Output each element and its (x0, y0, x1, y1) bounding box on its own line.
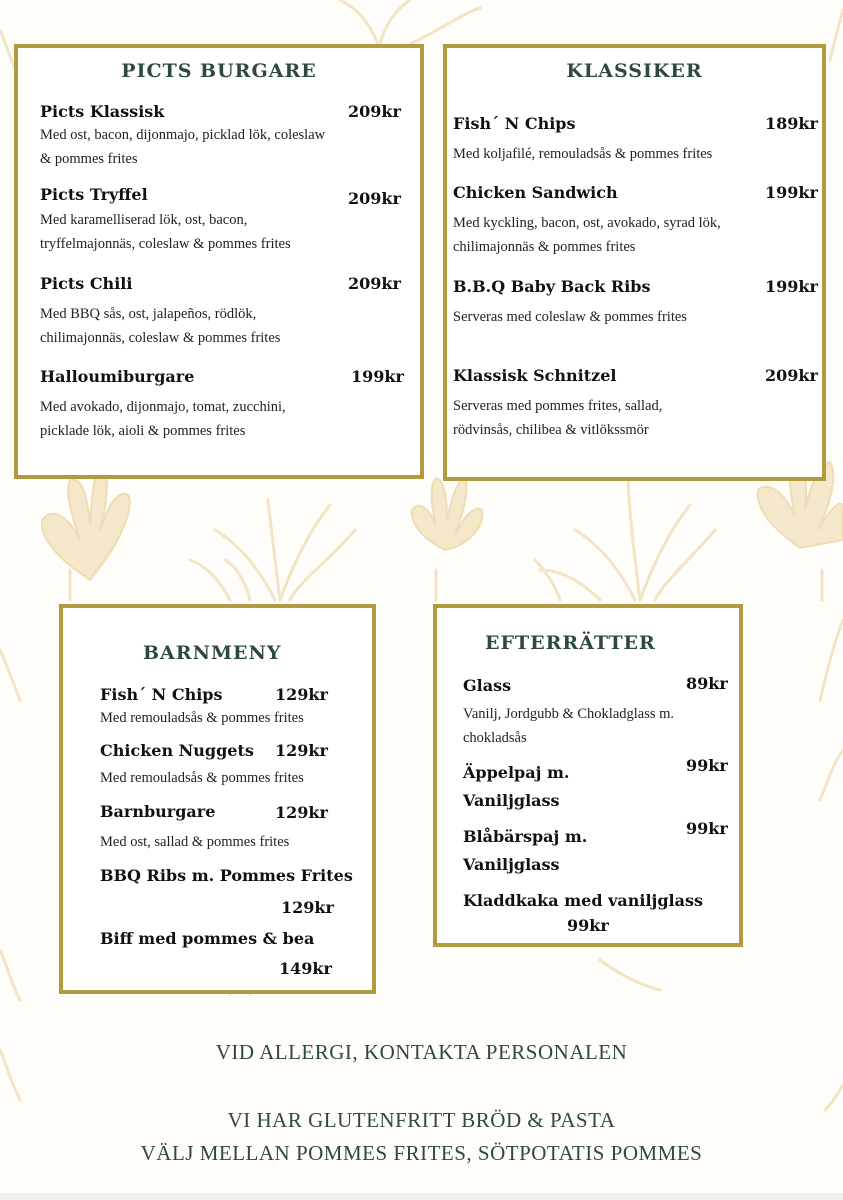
desc-line: Med ost, sallad & pommes frites (100, 834, 290, 850)
section-title: PICTS BURGARE (121, 60, 317, 82)
item-desc (40, 302, 420, 350)
item-desc (100, 766, 375, 790)
desc-line: Serveras med pommes frites, sallad, (453, 398, 663, 414)
item-desc (100, 830, 375, 854)
item-price: 209kr (765, 366, 818, 385)
item-price: 129kr (275, 803, 328, 822)
item-name (463, 823, 587, 879)
section-title: KLASSIKER (566, 60, 703, 82)
desc-line: Serveras med coleslaw & pommes frites (453, 309, 687, 325)
section-efterratter (433, 604, 743, 947)
desc-line: Med remouladsås & pommes frites (100, 710, 304, 726)
item-price: 209kr (348, 189, 401, 208)
desc-line: Med koljafilé, remouladsås & pommes frites (453, 146, 713, 162)
item-price: 209kr (348, 274, 401, 293)
item-name: Chicken Sandwich (453, 183, 618, 202)
item-name: Chicken Nuggets (100, 741, 254, 760)
item-name: B.B.Q Baby Back Ribs (453, 277, 651, 296)
item-desc (453, 394, 823, 442)
desc-line: picklade lök, aioli & pommes frites (40, 423, 246, 439)
item-desc (40, 123, 420, 171)
item-name: Glass (463, 676, 512, 695)
item-price: 129kr (275, 685, 328, 704)
section-title: EFTERRÄTTER (485, 632, 656, 654)
item-name: Barnburgare (100, 802, 216, 821)
name-line: Blåbärspaj m. (463, 827, 588, 846)
page-bottom-edge (0, 1193, 843, 1200)
item-name: Picts Klassisk (40, 102, 165, 121)
item-price: 129kr (281, 898, 334, 917)
desc-line: Med avokado, dijonmajo, tomat, zucchini, (40, 399, 286, 415)
item-price: 99kr (686, 819, 728, 838)
item-name: Picts Chili (40, 274, 133, 293)
section-title: BARNMENY (143, 642, 282, 664)
item-desc (100, 706, 375, 730)
desc-line: chokladsås (463, 730, 527, 746)
desc-line: Med kyckling, bacon, ost, avokado, syrad lök, (453, 215, 721, 231)
desc-line: Med remouladsås & pommes frites (100, 770, 304, 786)
item-price: 89kr (686, 674, 728, 693)
item-price: 129kr (275, 741, 328, 760)
item-price: 189kr (765, 114, 818, 133)
item-price: 199kr (351, 367, 404, 386)
item-desc (463, 702, 743, 750)
item-name: Biff med pommes & bea (100, 929, 315, 948)
item-desc (40, 395, 420, 443)
item-name: Klassisk Schnitzel (453, 366, 617, 385)
item-name: Fish´ N Chips (100, 685, 223, 704)
item-name: Picts Tryffel (40, 185, 148, 204)
item-desc (453, 305, 823, 329)
section-barnmeny (59, 604, 376, 994)
item-desc (453, 211, 823, 259)
desc-line: tryffelmajonnäs, coleslaw & pommes frites (40, 236, 291, 252)
name-line: Äppelpaj m. (463, 763, 570, 782)
item-price: 209kr (348, 102, 401, 121)
gluten-note: VI HAR GLUTENFRITT BRÖD & PASTA (227, 1108, 616, 1132)
item-price: 199kr (765, 183, 818, 202)
item-price: 99kr (686, 756, 728, 775)
fries-choice-note: VÄLJ MELLAN POMMES FRITES, SÖTPOTATIS POMMES (140, 1141, 703, 1165)
item-desc (453, 142, 823, 166)
item-price: 99kr (567, 916, 609, 935)
item-name: Halloumiburgare (40, 367, 195, 386)
item-price: 199kr (765, 277, 818, 296)
desc-line: & pommes frites (40, 151, 138, 167)
item-price: 149kr (279, 959, 332, 978)
section-picts-burgare (14, 44, 424, 479)
desc-line: chilimajonnäs, coleslaw & pommes frites (40, 330, 281, 346)
desc-line: rödvinsås, chilibea & vitlökssmör (453, 422, 649, 438)
item-name: BBQ Ribs m. Pommes Frites (100, 866, 353, 885)
name-line: Vaniljglass (463, 855, 560, 874)
allergy-note: VID ALLERGI, KONTAKTA PERSONALEN (215, 1040, 628, 1064)
desc-line: Med BBQ sås, ost, jalapeños, rödlök, (40, 306, 257, 322)
item-desc (40, 208, 420, 256)
item-name: Kladdkaka med vaniljglass (463, 891, 703, 910)
section-klassiker (443, 44, 826, 481)
item-name: Fish´ N Chips (453, 114, 576, 133)
name-line: Vaniljglass (463, 791, 560, 810)
item-name (463, 759, 569, 815)
desc-line: Med ost, bacon, dijonmajo, picklad lök, coleslaw (40, 127, 326, 143)
desc-line: Med karamelliserad lök, ost, bacon, (40, 212, 248, 228)
desc-line: Vanilj, Jordgubb & Chokladglass m. (463, 706, 675, 722)
desc-line: chilimajonnäs & pommes frites (453, 239, 636, 255)
